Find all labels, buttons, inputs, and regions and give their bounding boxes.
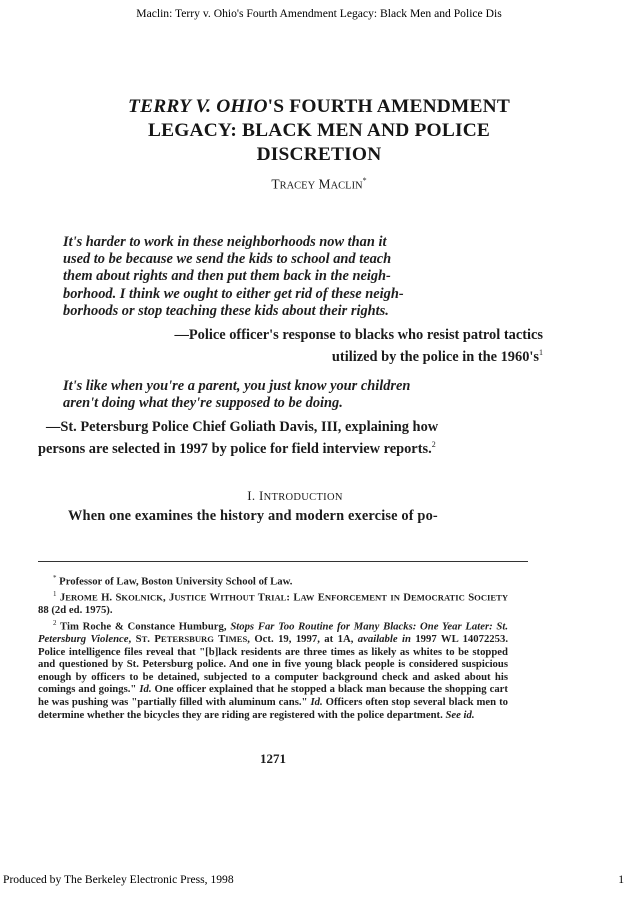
footnote-divider — [38, 561, 528, 562]
author-line: TRACEY MACLIN* — [271, 176, 367, 192]
epigraph-2-attribution: —St. Petersburg Police Chief Goliath Davis, III, explaining how persons are selected in 1997 by police for field interview reports.$^2$ — [38, 419, 439, 457]
body-paragraph-start: When one examines the history and modern exercise of po- — [68, 508, 438, 524]
title-line-2: LEGACY: BLACK MEN AND POLICE — [147, 120, 491, 141]
title-line-1 — [38, 95, 600, 119]
footnote-star: * Professor of Law, Boston University School of Law. — [53, 574, 293, 588]
page-number: 1271 — [260, 751, 286, 766]
footnote-ref-2[interactable]: 2 — [431, 440, 436, 450]
title-line-3: DISCRETION — [256, 144, 382, 165]
section-heading: I. INTRODUCTION — [247, 488, 343, 503]
scanned-page — [38, 95, 600, 766]
footer-publisher: Produced by The Berkeley Electronic Press, 1998 — [3, 873, 234, 886]
running-header: Maclin: Terry v. Ohio's Fourth Amendment Legacy: Black Men and Police Dis — [136, 7, 502, 20]
footnotes — [38, 572, 508, 721]
title-line-1-rest: 'S FOURTH AMENDMENT — [267, 96, 510, 117]
author-footnote-marker: * — [362, 176, 367, 185]
epigraph-2: It's like when you're a parent, you just know your children aren't doing what they're supposed to be doing. — [63, 378, 411, 412]
footnote-ref-1[interactable]: 1 — [539, 348, 543, 358]
article-title — [38, 95, 600, 167]
footer-page-number: 1 — [618, 873, 624, 886]
title-case-name: TERRY V. OHIO — [128, 96, 268, 117]
epigraph-1-attribution: —Police officer's response to blacks who resist patrol tactics utilized by the police in the $1960's^1$ — [174, 327, 543, 365]
epigraph-1: It's harder to work in these neighborhoods now than it used to be because we send the kids to school and teach them about rights and then put them back in the neigh- borhood. I think we ought to either get rid of these neigh- borhoods or stop teaching these kids about their rights. — [63, 234, 404, 319]
footnote-1: $^1$ JEROME H. SKOLNICK, JUSTICE WITHOUT TRIAL: LAW ENFORCEMENT IN DEMOCRATIC SOCIETY 88 (2d ed. 1975). — [38, 590, 509, 617]
footnote-2: $^2$ Tim Roche & Constance Humburg, Stops Far Too Routine for Many Blacks: One Year Later: St. Petersburg Violence, ST. PETERSBURG TIMES, Oct. 19, 1997, at 1A, available in 1997 WL 14072253. Police intelligence files reveal that "[b]lack residents are three times as likely as whites to be stopped and questioned by St. Petersburg police. And one in five young black people is considered suspicious enough by officers to be detained, subjected to a computer background check and asked about his comings and goings." Id. One officer explained that he stopped a black man because the shopping cart he was pushing was "partially filled with aluminum cans." Id. Officers often stop several black men to determine whether the bicycles they are riding are registered with the police department. See id. — [38, 618, 508, 721]
